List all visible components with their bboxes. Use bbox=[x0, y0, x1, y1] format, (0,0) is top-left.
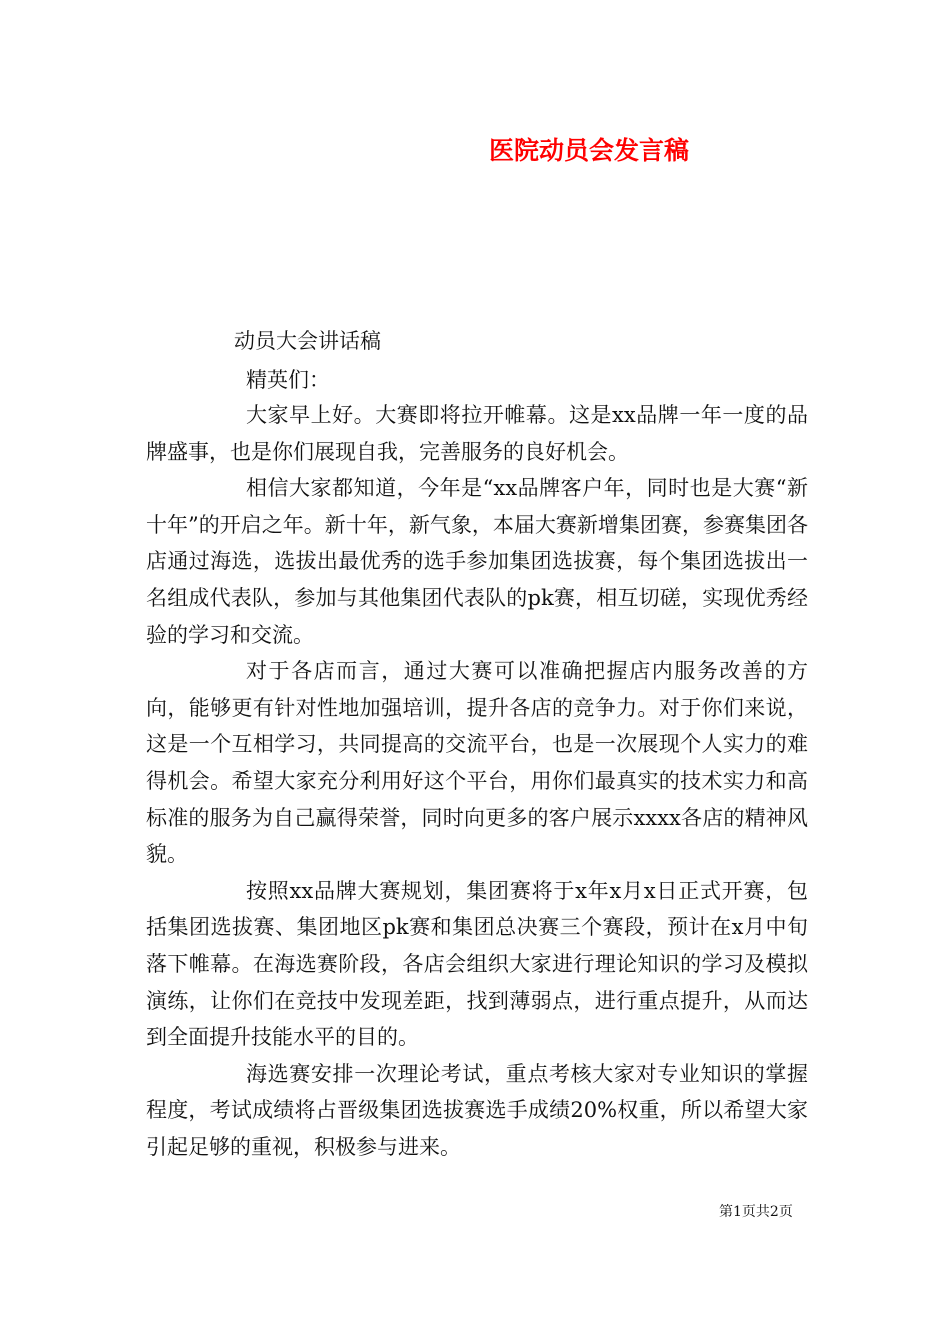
page-number-footer: 第1页共2页 bbox=[719, 1204, 793, 1220]
salutation: 精英们： bbox=[246, 368, 330, 392]
speech-body bbox=[146, 397, 808, 1165]
paragraph-store-benefits: 对于各店而言，通过大赛可以准确把握店内服务改善的方向，能够更有针对性地加强培训，提升各店的竞争力。对于你们来说，这是一个互相学习，共同提高的交流平台，也是一次展现个人实力的难得机会。希望大家充分利用好这个平台，用你们最真实的技术实力和高标准的服务为自己赢得荣誉，同时向更多的客户展示xxxx各店的精神风貌。 bbox=[146, 659, 808, 867]
paragraph-new-decade: 相信大家都知道，今年是“xx品牌客户年，同时也是大赛“新十年”的开启之年。新十年，新气象，本届大赛新增集团赛，参赛集团各店通过海选，选拔出最优秀的选手参加集团选拔赛，每个集团选拔出一名组成代表队，参加与其他集团代表队的pk赛，相互切磋，实现优秀经验的学习和交流。 bbox=[146, 476, 808, 647]
speech-subtitle: 动员大会讲话稿 bbox=[234, 329, 381, 353]
document-title: 医院动员会发言稿 bbox=[489, 136, 690, 165]
paragraph-greeting: 大家早上好。大赛即将拉开帷幕。这是xx品牌一年一度的品牌盛事，也是你们展现自我，完善服务的良好机会。 bbox=[146, 403, 808, 464]
paragraph-schedule: 按照xx品牌大赛规划，集团赛将于x年x月x日正式开赛，包括集团选拔赛、集团地区pk赛和集团总决赛三个赛段，预计在x月中旬落下帷幕。在海选赛阶段，各店会组织大家进行理论知识的学习及模拟演练，让你们在竞技中发现差距，找到薄弱点，进行重点提升，从而达到全面提升技能水平的目的。 bbox=[146, 878, 808, 1050]
paragraph-theory-exam: 海选赛安排一次理论考试，重点考核大家对专业知识的掌握程度，考试成绩将占晋级集团选拔赛选手成绩20%权重，所以希望大家引起足够的重视，积极参与进来。 bbox=[146, 1061, 808, 1159]
